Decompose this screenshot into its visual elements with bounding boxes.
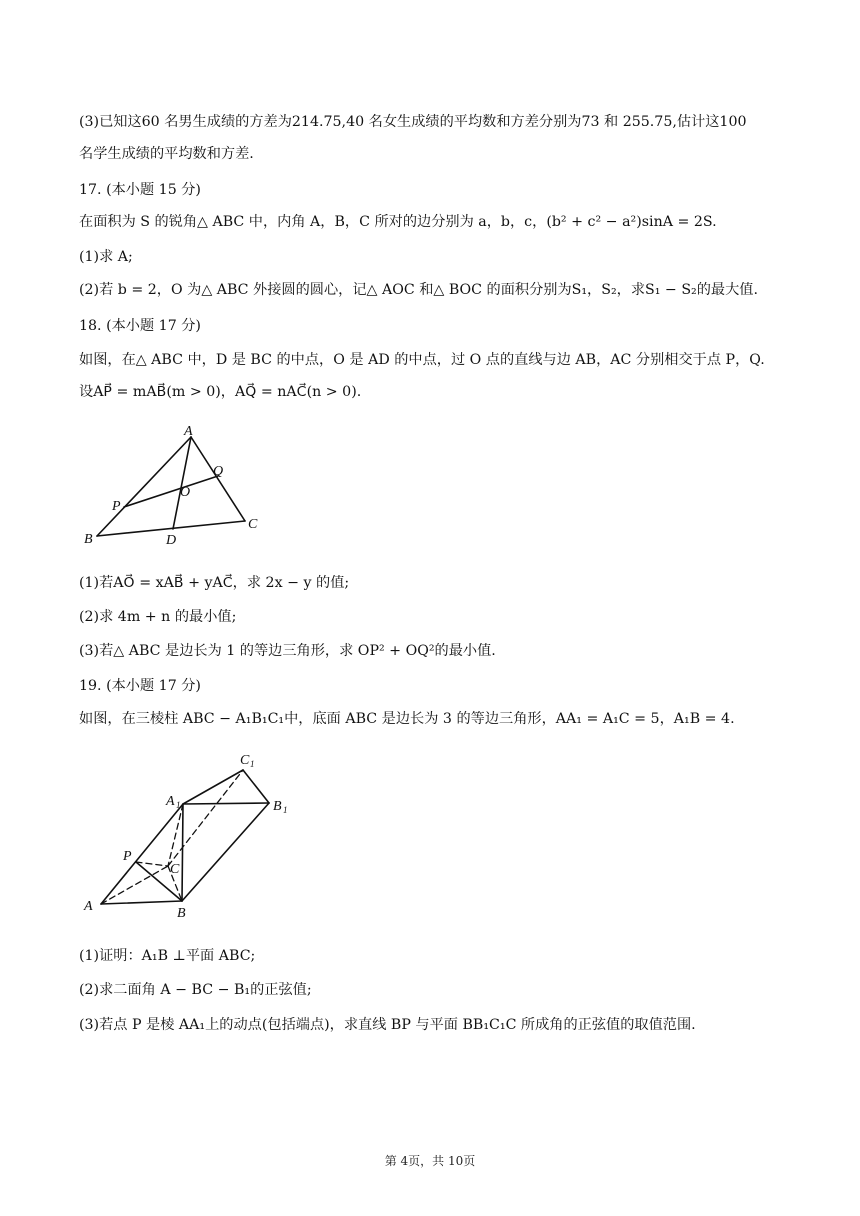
edge-a-c xyxy=(101,866,168,904)
q18-stem-line2: 设AP⃗ = mAB⃗(m > 0)，AQ⃗ = nAC⃗(n > 0). xyxy=(79,384,362,400)
page-footer: 第 4页，共 10页 xyxy=(384,1154,476,1168)
edge-a1-c1 xyxy=(183,770,243,804)
label-d: D xyxy=(166,533,177,548)
label-p: P xyxy=(112,499,121,514)
label-q: Q xyxy=(213,464,224,479)
edge-c1-b1 xyxy=(243,770,269,803)
label-a1: A xyxy=(166,794,175,809)
q19-stem: 如图，在三棱柱 ABC − A₁B₁C₁中，底面 ABC 是边长为 3 的等边三角形，AA₁ = A₁C = 5，A₁B = 4. xyxy=(79,711,735,727)
label-c1-sub: 1 xyxy=(250,759,255,769)
q18-part2: (2)求 4m + n 的最小值; xyxy=(79,609,237,625)
q18-header: 18. (本小题 17 分) xyxy=(79,318,201,334)
q19-part3: (3)若点 P 是棱 AA₁上的动点(包括端点)，求直线 BP 与平面 BB₁C₁C 所成角的正弦值的取值范围. xyxy=(79,1017,696,1033)
q17-header: 17. (本小题 15 分) xyxy=(79,182,201,198)
segment-pq xyxy=(124,476,218,507)
label-p: P xyxy=(123,849,132,864)
q19-header: 19. (本小题 17 分) xyxy=(79,678,201,694)
label-o: O xyxy=(180,485,191,500)
triangle-abc-figure xyxy=(80,423,265,548)
q16-part3-line2: 名学生成绩的平均数和方差. xyxy=(79,146,254,162)
segment-ab xyxy=(97,437,191,536)
segment-ac xyxy=(191,437,245,521)
label-c: C xyxy=(170,862,180,877)
label-a: A xyxy=(184,424,193,439)
label-b: B xyxy=(177,906,186,921)
q18-part3: (3)若△ ABC 是边长为 1 的等边三角形，求 OP² + OQ²的最小值. xyxy=(79,643,496,659)
label-c: C xyxy=(248,517,258,532)
label-b1: B xyxy=(273,799,282,814)
q16-part3-line1: (3)已知这60 名男生成绩的方差为214.75,40 名女生成绩的平均数和方差分别为73 和 255.75,估计这100 xyxy=(79,114,747,130)
edge-a1-b xyxy=(182,804,183,901)
q17-part2: (2)若 b = 2，O 为△ ABC 外接圆的圆心，记△ AOC 和△ BOC 的面积分别为S₁，S₂，求S₁ − S₂的最大值. xyxy=(79,282,758,298)
edge-a-b xyxy=(101,901,182,904)
q17-stem: 在面积为 S 的锐角△ ABC 中，内角 A，B，C 所对的边分别为 a，b，c，(b² + c² − a²)sinA = 2S. xyxy=(79,214,717,230)
q19-part1: (1)证明：A₁B ⊥平面 ABC; xyxy=(79,948,256,964)
q19-part2: (2)求二面角 A − BC − B₁的正弦值; xyxy=(79,982,312,998)
label-a: A xyxy=(84,899,93,914)
segment-ad xyxy=(173,437,191,529)
edge-a1-b1 xyxy=(183,803,269,804)
label-a1-sub: 1 xyxy=(176,800,181,810)
q17-part1: (1)求 A; xyxy=(79,249,133,265)
prism-figure xyxy=(80,742,300,922)
label-c1: C xyxy=(240,753,250,768)
edge-b1-b xyxy=(182,803,269,901)
label-b: B xyxy=(84,532,93,547)
q18-part1: (1)若AO⃗ = xAB⃗ + yAC⃗，求 2x − y 的值; xyxy=(79,575,350,591)
q18-stem-line1: 如图，在△ ABC 中，D 是 BC 的中点，O 是 AD 的中点，过 O 点的直线与边 AB，AC 分别相交于点 P，Q. xyxy=(79,352,765,368)
label-b1-sub: 1 xyxy=(283,805,288,815)
